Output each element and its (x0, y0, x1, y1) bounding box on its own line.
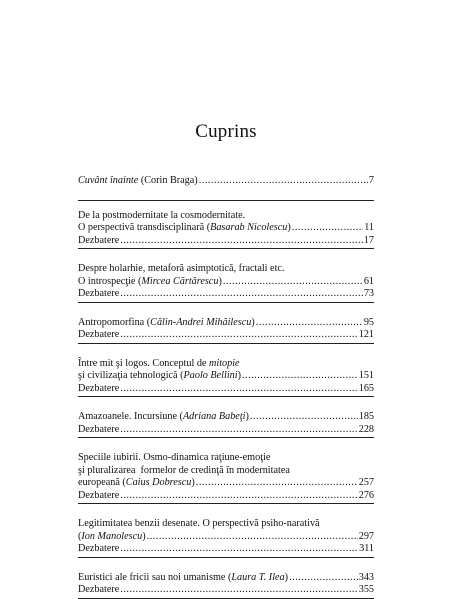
leader-dots (120, 424, 357, 437)
toc-debate-line[interactable]: Dezbatere ..... 165 (78, 383, 374, 398)
toc-title-line: Speciile iubirii. Osmo-dinamica raţiune-emoţie (78, 452, 271, 463)
page-title: Cuprins (195, 121, 257, 142)
table-of-contents (78, 175, 374, 599)
toc-entry-mihailescu[interactable] (78, 317, 374, 344)
page-number: 7 (368, 175, 374, 186)
page-number: 95 (363, 316, 374, 328)
leader-dots (199, 175, 368, 188)
page-number: 276 (358, 489, 374, 501)
toc-title-line: Între mit şi logos. Conceptul de mitopie (78, 357, 240, 369)
toc-line[interactable]: şi civilizaţia tehnologică (Paolo Bellini) ..... 151 (78, 370, 374, 383)
page-number: 61 (363, 275, 374, 287)
leader-dots (120, 288, 363, 301)
toc-entry-babeti[interactable] (78, 411, 374, 438)
toc-debate-line[interactable]: Dezbatere ..... 121 (78, 329, 374, 344)
page-number: 297 (358, 530, 374, 542)
toc-entry-cartarescu[interactable] (78, 263, 374, 303)
toc-title-line: Despre holarhie, metaforă asimptotică, fractali etc. (78, 263, 285, 274)
toc-debate-line[interactable]: Dezbatere ..... 17 (78, 235, 374, 250)
page-number: 355 (358, 584, 374, 595)
toc-entry-nicolescu[interactable] (78, 210, 374, 250)
page-number: 343 (358, 571, 374, 583)
toc-line[interactable]: europeană (Caius Dobrescu) ..... 257 (78, 477, 374, 490)
leader-dots (196, 477, 358, 490)
leader-dots (242, 370, 358, 383)
toc-line[interactable]: Euristici ale fricii sau noi umanisme (Laura T. Ilea) ..... 343 (78, 572, 374, 585)
toc-entry-bellini[interactable] (78, 358, 374, 398)
page-number: 151 (358, 370, 374, 381)
page-number: 121 (358, 329, 374, 340)
toc-debate-line[interactable]: Dezbatere ..... 228 (78, 424, 374, 439)
leader-dots (250, 411, 358, 424)
toc-line[interactable]: O introspecţie (Mircea Cărtărescu) ..... 61 (78, 276, 374, 289)
toc-entry-manolescu[interactable] (78, 518, 374, 558)
page-number: 185 (358, 411, 374, 422)
toc-line[interactable]: Amazoanele. Incursiune (Adriana Babeţi) ..... 185 (78, 411, 374, 424)
leader-dots (120, 584, 357, 597)
page-number: 311 (359, 543, 374, 554)
leader-dots (147, 531, 358, 544)
toc-line[interactable]: (Ion Manolescu) ..... 297 (78, 531, 374, 544)
page-number: 257 (358, 477, 374, 488)
toc-line[interactable]: Cuvânt înainte (Corin Braga) ..... 7 (78, 175, 374, 188)
toc-line[interactable]: O perspectivă transdisciplinară (Basarab Nicolescu) ..... 11 (78, 222, 374, 235)
toc-entry-ilea[interactable] (78, 572, 374, 599)
page-number: 17 (363, 234, 374, 246)
toc-title-line: Legitimitatea benzii desenate. O perspectivă psiho-narativă (78, 518, 320, 529)
leader-dots (256, 317, 363, 330)
page-number: 228 (358, 423, 374, 435)
toc-title-line: De la postmodernitate la cosmodernitate. (78, 209, 246, 221)
page-number: 165 (358, 382, 374, 394)
toc-debate-line[interactable]: Dezbatere ..... 355 (78, 584, 374, 599)
toc-title-line: şi pluralizarea formelor de credinţă în modernitatea (78, 464, 290, 476)
toc-debate-line[interactable]: Dezbatere ..... 276 (78, 490, 374, 505)
leader-dots (223, 276, 363, 289)
toc-debate-line[interactable]: Dezbatere ..... 311 (78, 543, 374, 558)
page-number: 73 (363, 288, 374, 299)
leader-dots (120, 329, 357, 342)
page-number: 11 (364, 222, 374, 233)
leader-dots (120, 235, 363, 248)
toc-line[interactable]: Antropomorfina (Călin-Andrei Mihăilescu) ..... 95 (78, 317, 374, 330)
leader-dots (292, 222, 363, 235)
toc-entry-foreword[interactable] (78, 175, 374, 188)
leader-dots (120, 543, 358, 556)
toc-entry-dobrescu[interactable] (78, 452, 374, 504)
leader-dots (120, 383, 357, 396)
leader-dots (289, 572, 358, 585)
toc-debate-line[interactable]: Dezbatere ..... 73 (78, 288, 374, 303)
leader-dots (120, 490, 357, 503)
